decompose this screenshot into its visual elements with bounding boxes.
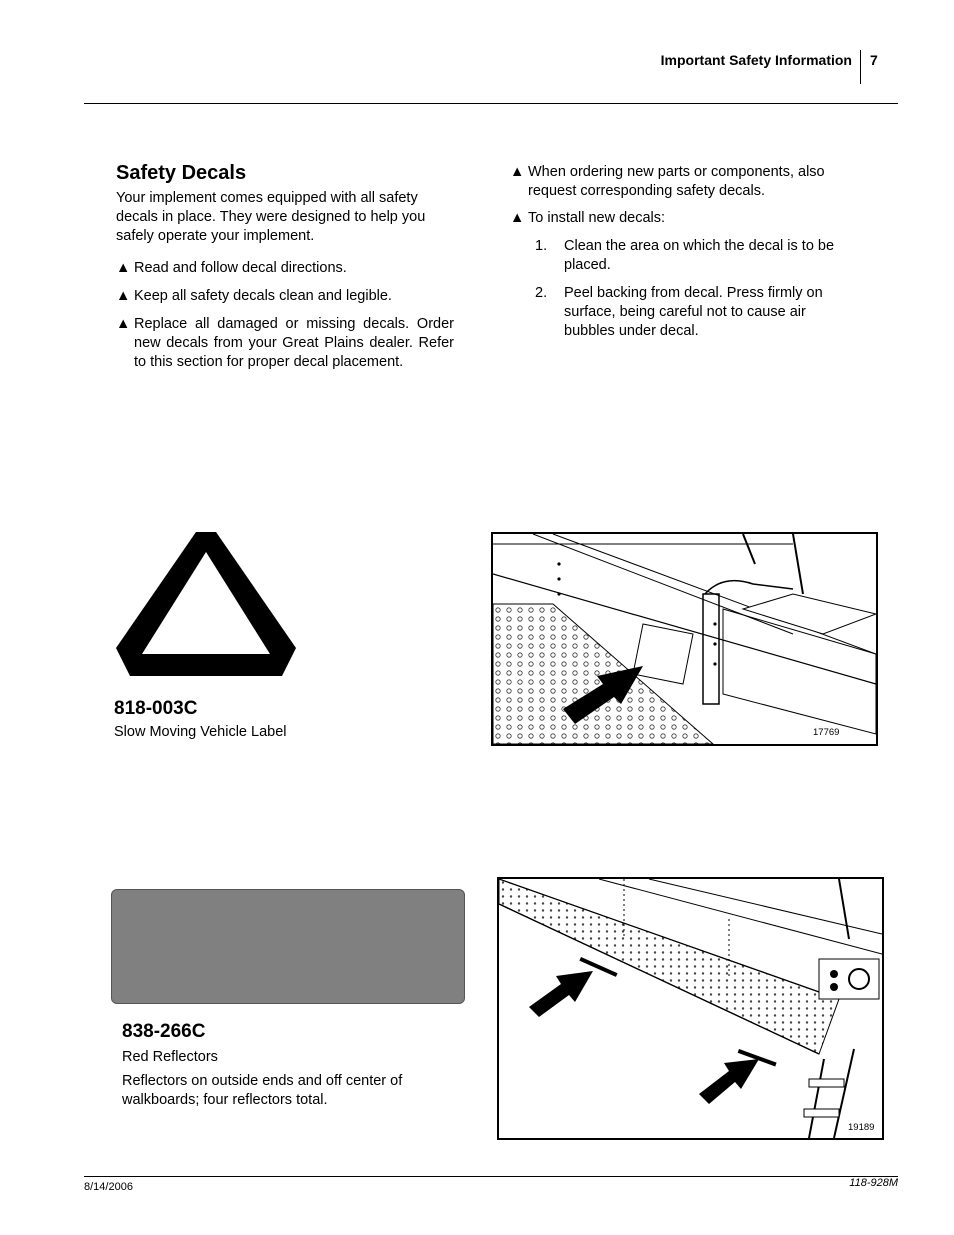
step-text: Clean the area on which the decal is to be placed. bbox=[564, 238, 835, 273]
triangle-bullet-icon: ▲ bbox=[510, 164, 525, 180]
bullet-text: Replace all damaged or missing decals. Order new decals from your Great Plains dealer. Refer to this section for proper decal placement. bbox=[134, 316, 454, 370]
bullet-item bbox=[116, 315, 454, 372]
bullet-item bbox=[116, 259, 456, 278]
running-header-title: Important Safety Information bbox=[660, 52, 852, 68]
bullet-text: To install new decals: bbox=[528, 210, 666, 226]
decal-code: 838-266C bbox=[122, 1021, 206, 1042]
decal-code: 818-003C bbox=[114, 698, 198, 719]
footer-doc-number: 118-928M bbox=[849, 1177, 898, 1189]
bullet-text: Read and follow decal directions. bbox=[134, 260, 347, 276]
section-title: Safety Decals bbox=[116, 162, 247, 184]
triangle-bullet-icon: ▲ bbox=[510, 210, 525, 226]
numbered-step bbox=[535, 237, 845, 275]
page-number: 7 bbox=[870, 52, 878, 68]
decal-description: Reflectors on outside ends and off center of walkboards; four reflectors total. bbox=[122, 1073, 403, 1108]
figure-number: 19189 bbox=[848, 1122, 875, 1133]
bullet-item bbox=[510, 163, 860, 201]
decal-name: Red Reflectors bbox=[122, 1049, 218, 1065]
numbered-step bbox=[535, 284, 845, 341]
bullet-item bbox=[116, 287, 456, 306]
decal-name: Slow Moving Vehicle Label bbox=[114, 724, 287, 740]
triangle-bullet-icon: ▲ bbox=[116, 260, 131, 276]
intro-paragraph: Your implement comes equipped with all safety decals in place. They were designed to help you safely operate your implement. bbox=[116, 190, 426, 244]
figure-number: 17769 bbox=[813, 727, 840, 738]
triangle-bullet-icon: ▲ bbox=[116, 316, 131, 332]
footer-date: 8/14/2006 bbox=[84, 1181, 133, 1193]
red-reflector-swatch bbox=[111, 889, 465, 1004]
decal-location-figure bbox=[491, 532, 878, 746]
step-number: 1. bbox=[535, 238, 548, 254]
bullet-text: When ordering new parts or components, also request corresponding safety decals. bbox=[528, 164, 825, 199]
step-text: Peel backing from decal. Press firmly on surface, being careful not to cause air bubbles under decal. bbox=[564, 285, 823, 339]
step-number: 2. bbox=[535, 285, 548, 301]
reflector-location-figure bbox=[497, 877, 884, 1140]
bullet-item bbox=[510, 209, 860, 228]
header-divider bbox=[860, 50, 861, 84]
header-rule bbox=[84, 103, 898, 104]
triangle-bullet-icon: ▲ bbox=[116, 288, 131, 304]
slow-moving-vehicle-emblem bbox=[114, 530, 298, 694]
bullet-text: Keep all safety decals clean and legible. bbox=[134, 288, 392, 304]
